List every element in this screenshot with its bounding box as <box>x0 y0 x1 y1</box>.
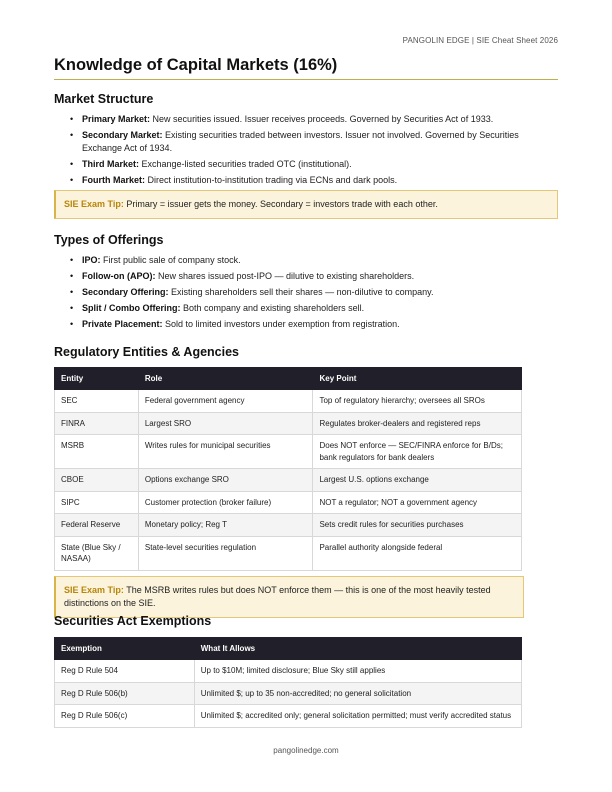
list-item-term: Fourth Market: <box>82 175 145 185</box>
list-item-text: Existing shareholders sell their shares — non-dilutive to company. <box>168 287 434 297</box>
regulators-table <box>54 367 522 571</box>
list-item <box>82 286 558 299</box>
list-item <box>82 158 558 171</box>
page-title: Knowledge of Capital Markets (16%) <box>54 56 558 80</box>
list-item <box>82 302 558 315</box>
table-cell: Federal government agency <box>138 390 313 413</box>
list-item-term: Secondary Market: <box>82 130 163 140</box>
table-row <box>55 435 522 469</box>
table-cell: Parallel authority alongside federal <box>313 536 522 570</box>
table-cell: Monetary policy; Reg T <box>138 514 313 537</box>
list-item-text: Both company and existing shareholders sell. <box>180 303 365 313</box>
market-structure-list <box>54 113 558 187</box>
exemptions-section <box>54 614 558 728</box>
section-heading-market-structure: Market Structure <box>54 92 154 106</box>
column-header: Exemption <box>55 638 195 660</box>
list-item-term: Primary Market: <box>82 114 151 124</box>
regulators-section <box>54 345 558 618</box>
list-item-text: New securities issued. Issuer receives proceeds. Governed by Securities Act of 1933. <box>150 114 494 124</box>
list-item <box>82 254 558 267</box>
section-heading-exemptions: Securities Act Exemptions <box>54 614 212 628</box>
table-header-row <box>55 638 522 660</box>
exam-tip-callout <box>54 190 558 219</box>
list-item-text: Exchange-listed securities traded OTC (institutional). <box>139 159 352 169</box>
list-item <box>82 129 558 155</box>
column-header: Entity <box>55 368 139 390</box>
list-item-term: Follow-on (APO): <box>82 271 156 281</box>
list-item-term: Split / Combo Offering: <box>82 303 181 313</box>
table-cell: Reg D Rule 506(b) <box>55 682 195 705</box>
table-row <box>55 536 522 570</box>
table-row <box>55 705 522 728</box>
list-item-text: New shares issued post-IPO — dilutive to existing shareholders. <box>155 271 415 281</box>
table-cell: Sets credit rules for securities purchases <box>313 514 522 537</box>
table-cell: State-level securities regulation <box>138 536 313 570</box>
list-item-text: Sold to limited investors under exemption from registration. <box>162 319 400 329</box>
table-row <box>55 390 522 413</box>
table-cell: SEC <box>55 390 139 413</box>
table-cell: CBOE <box>55 469 139 492</box>
list-item <box>82 113 558 126</box>
table-cell: Customer protection (broker failure) <box>138 491 313 514</box>
column-header: Key Point <box>313 368 522 390</box>
table-cell: Reg D Rule 506(c) <box>55 705 195 728</box>
market-structure-section <box>54 92 558 219</box>
table-cell: Federal Reserve <box>55 514 139 537</box>
list-item-term: Private Placement: <box>82 319 163 329</box>
table-header-row <box>55 368 522 390</box>
table-cell: SIPC <box>55 491 139 514</box>
offerings-list <box>54 254 558 331</box>
exemptions-table <box>54 637 522 728</box>
table-row <box>55 660 522 683</box>
list-item-text: Existing securities traded between investors. Issuer not involved. Governed by Securities Exchange Act of 1934. <box>82 130 519 153</box>
table-cell: Reg D Rule 504 <box>55 660 195 683</box>
table-cell: Options exchange SRO <box>138 469 313 492</box>
table-cell: MSRB <box>55 435 139 469</box>
table-cell: Unlimited $; accredited only; general solicitation permitted; must verify accredited status <box>194 705 521 728</box>
table-row <box>55 682 522 705</box>
list-item <box>82 270 558 283</box>
table-cell: Largest U.S. options exchange <box>313 469 522 492</box>
tip-label: SIE Exam Tip: <box>64 199 124 209</box>
table-cell: Does NOT enforce — SEC/FINRA enforce for B/Ds; bank regulators for bank dealers <box>313 435 522 469</box>
table-cell: FINRA <box>55 412 139 435</box>
running-header: PANGOLIN EDGE | SIE Cheat Sheet 2026 <box>402 36 558 45</box>
column-header: What It Allows <box>194 638 521 660</box>
section-heading-regulators: Regulatory Entities & Agencies <box>54 345 239 359</box>
table-cell: Largest SRO <box>138 412 313 435</box>
table-cell: Regulates broker-dealers and registered reps <box>313 412 522 435</box>
table-row <box>55 412 522 435</box>
column-header: Role <box>138 368 313 390</box>
list-item-text: Direct institution-to-institution trading via ECNs and dark pools. <box>145 175 398 185</box>
table-row <box>55 491 522 514</box>
list-item <box>82 318 558 331</box>
exam-tip-callout <box>54 576 524 618</box>
offerings-section <box>54 233 558 334</box>
tip-label: SIE Exam Tip: <box>64 584 124 595</box>
tip-text: Primary = issuer gets the money. Secondary = investors trade with each other. <box>123 199 438 209</box>
table-cell: Up to $10M; limited disclosure; Blue Sky still applies <box>194 660 521 683</box>
table-row <box>55 514 522 537</box>
table-cell: Unlimited $; up to 35 non-accredited; no general solicitation <box>194 682 521 705</box>
section-heading-offerings: Types of Offerings <box>54 233 164 247</box>
table-cell: State (Blue Sky / NASAA) <box>55 536 139 570</box>
table-cell: Writes rules for municipal securities <box>138 435 313 469</box>
list-item <box>82 174 558 187</box>
table-cell: NOT a regulator; NOT a government agency <box>313 491 522 514</box>
table-cell: Top of regulatory hierarchy; oversees all SROs <box>313 390 522 413</box>
footer-url: pangolinedge.com <box>273 746 339 755</box>
list-item-term: Third Market: <box>82 159 140 169</box>
list-item-term: Secondary Offering: <box>82 287 169 297</box>
list-item-term: IPO: <box>82 255 101 265</box>
list-item-text: First public sale of company stock. <box>100 255 241 265</box>
table-row <box>55 469 522 492</box>
tip-text: The MSRB writes rules but does NOT enforce them — this is one of the most heavily tested distinctions on the SIE. <box>64 584 491 608</box>
